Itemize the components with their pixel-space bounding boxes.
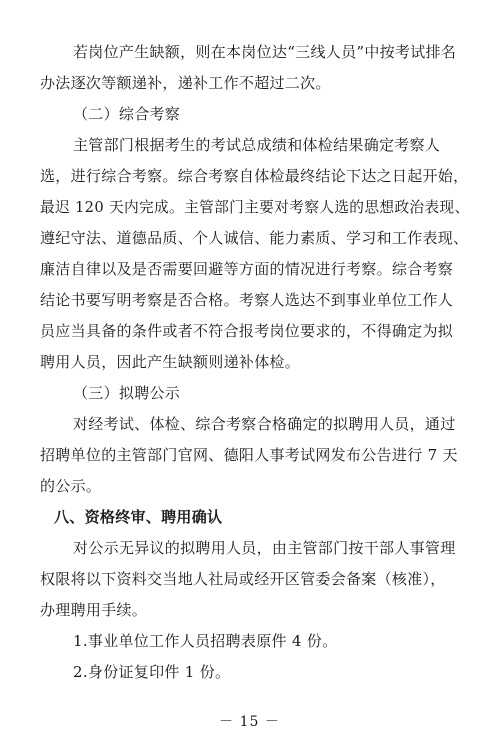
paragraph-line: 办法逐次等额递补，递补工作不超过二次。 — [40, 74, 331, 92]
paragraph-line: 结论书要写明考察是否合格。考察人选达不到事业单位工作人 — [40, 291, 454, 309]
paragraph-line: 员应当具备的条件或者不符合报考岗位要求的，不得确定为拟 — [40, 322, 454, 340]
paragraph-line: 廉洁自律以及是否需要回避等方面的情况进行考察。综合考察 — [40, 260, 454, 278]
paragraph-line: 聘用人员，因此产生缺额则递补体检。 — [40, 353, 301, 371]
paragraph-line: 若岗位产生缺额，则在本岗位达“三线人员”中按考试排名 — [73, 43, 457, 61]
paragraph-line: 权限将以下资料交当地人社局或经开区管委会备案（核准）， — [40, 570, 446, 588]
paragraph-line: 对公示无异议的拟聘用人员，由主管部门按干部人事管理 — [73, 539, 456, 557]
paragraph-line: 最迟 120 天内完成。主管部门主要对考察人选的思想政治表现、 — [40, 198, 470, 216]
section-heading: （二）综合考察 — [73, 105, 181, 123]
paragraph-line: 选，进行综合考察。综合考察自体检最终结论下达之日起开始， — [40, 167, 469, 185]
list-item: 2.身份证复印件 1 份。 — [73, 663, 231, 681]
paragraph-line: 主管部门根据考生的考试总成绩和体检结果确定考察人 — [73, 136, 441, 154]
paragraph-line: 招聘单位的主管部门官网、德阳人事考试网发布公告进行 7 天 — [40, 446, 458, 464]
page-number: － 15 － — [219, 714, 280, 730]
chapter-heading: 八、资格终审、聘用确认 — [54, 508, 223, 526]
section-heading: （三）拟聘公示 — [73, 384, 181, 402]
paragraph-line: 对经考试、体检、综合考察合格确定的拟聘用人员，通过 — [73, 415, 456, 433]
list-item: 1.事业单位工作人员招聘表原件 4 份。 — [73, 632, 338, 650]
paragraph-line: 遵纪守法、道德品质、个人诚信、能力素质、学习和工作表现、 — [40, 229, 469, 247]
paragraph-line: 办理聘用手续。 — [40, 601, 148, 619]
paragraph-line: 的公示。 — [40, 477, 102, 495]
